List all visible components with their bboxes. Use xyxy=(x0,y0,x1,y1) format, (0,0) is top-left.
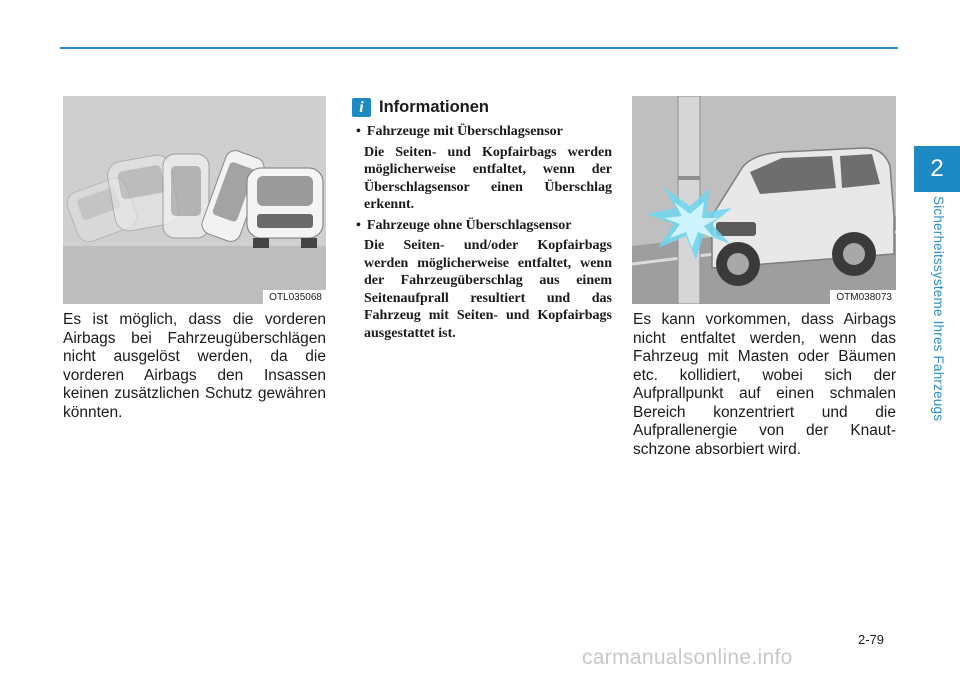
figure-pole-impact xyxy=(632,96,896,304)
header-rule xyxy=(60,47,898,49)
pole-impact-paragraph: Es kann vorkommen, dass Airbags nicht entfaltet werden, wenn das Fahrzeug mit Masten oder Bäumen etc. kollidiert, wobei sich der Aufprallpunkt auf einen schmalen Bereich konzentriert und die Aufprallenergie von der Knaut-schzone absorbiert wird. xyxy=(633,311,896,458)
figure-caption: OTM038073 xyxy=(830,290,896,304)
list-item xyxy=(352,217,612,343)
bullet-icon: • xyxy=(356,217,361,233)
car-pole-side-impact-illustration xyxy=(632,96,896,304)
info-title: Informationen xyxy=(379,98,489,116)
chapter-tab[interactable] xyxy=(914,146,960,192)
rollover-paragraph: Es ist möglich, dass die vorderen Airbags bei Fahrzeugüberschlägen nicht ausgelöst werden, da die vorderen Airbags den Insassen keinen zusätzlichen Schutz gewähren könnten. xyxy=(63,311,326,421)
bullet-icon: • xyxy=(356,124,361,139)
chapter-number: 2 xyxy=(930,155,944,182)
info-list xyxy=(352,123,612,345)
watermark[interactable]: carmanualsonline.info xyxy=(582,646,793,669)
item-heading: Fahrzeuge mit Überschlagsensor xyxy=(366,124,563,139)
figure-caption: OTL035068 xyxy=(263,290,326,304)
info-icon: i xyxy=(352,98,371,117)
item-text: Die Seiten- und Kopfairbags werden möglicherweise entfaltet, wenn der Überschlagsensor einen Überschlag erkennt. xyxy=(364,144,612,212)
figure-rollover xyxy=(63,96,326,304)
item-text: Die Seiten- und/oder Kopfairbags werden möglicherweise entfaltet, wenn der Fahrzeugüberschlag aus einem Seitenaufprall resultiert und das Fahrzeug mit Seiten- und Kopfairbags ausgestattet ist. xyxy=(364,238,612,341)
item-heading: Fahrzeuge ohne Überschlagsensor xyxy=(366,217,572,233)
car-rollover-illustration xyxy=(63,96,326,304)
chapter-title: Sicherheitssysteme Ihres Fahrzeugs xyxy=(931,196,946,422)
page-number: 2-79 xyxy=(858,632,885,647)
list-item xyxy=(352,123,612,214)
info-header xyxy=(352,98,489,117)
